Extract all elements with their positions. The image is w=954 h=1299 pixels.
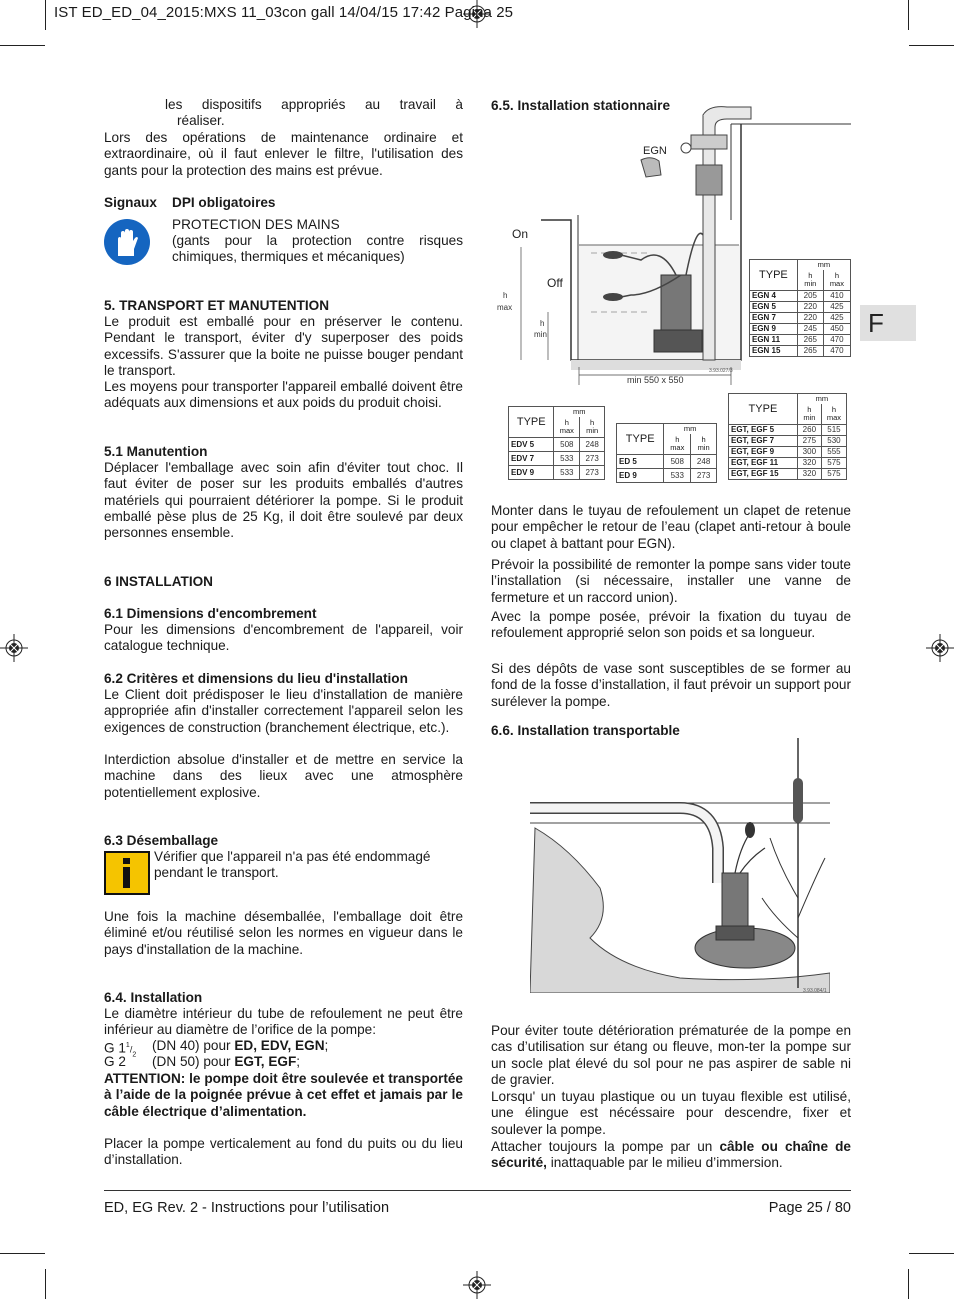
thread-g1: G 1	[104, 1040, 126, 1056]
table-row	[729, 447, 847, 458]
model-name: EGN 9	[750, 324, 798, 335]
table-row	[729, 458, 847, 469]
min-label: min	[697, 443, 710, 453]
section-6-5-paragraph-1: Monter dans le tuyau de refoulement un clapet de retenue pour empêcher le retour de l’eau (clapet anti-retour à boule ou clapet à battant pour EGN).	[491, 503, 851, 551]
section-6-5-heading: 6.5. Installation stationnaire	[491, 98, 671, 113]
footer-left: ED, EG Rev. 2 - Instructions pour l’utilisation	[104, 1200, 390, 1216]
table-row	[750, 313, 851, 324]
max-label: max	[559, 426, 574, 436]
type-header: TYPE	[509, 407, 554, 438]
thread-g1-dn: (DN 40) pour	[152, 1038, 235, 1053]
table-row	[750, 302, 851, 313]
h-max-value: 533	[554, 452, 580, 466]
model-name: EGT, EGF 11	[729, 458, 798, 469]
egn-dimension-table	[749, 259, 851, 357]
transportable-installation-diagram	[530, 738, 830, 993]
footer-rule	[104, 1190, 851, 1191]
h-min-value: 220	[797, 302, 823, 313]
model-name: EDV 5	[509, 438, 554, 452]
table-row	[509, 466, 605, 480]
dpi-label: DPI obligatoires	[172, 195, 276, 210]
type-header: TYPE	[617, 424, 664, 455]
model-name: EDV 9	[509, 466, 554, 480]
model-name: EGN 7	[750, 313, 798, 324]
mm-header: mm	[797, 260, 850, 271]
max-label: max	[829, 279, 844, 289]
h-min-header	[797, 270, 823, 290]
h-label: h	[831, 405, 837, 415]
min-label: min	[586, 426, 599, 436]
table-row	[617, 455, 717, 469]
signals-label: Signaux	[104, 195, 157, 210]
language-tab	[860, 305, 916, 341]
maintenance-paragraph: Lors des opérations de maintenance ordinaire et extraordinaire, où il faut enlever le filtre, l'utilisation des gants pour la protection des mains est prévue.	[104, 130, 463, 178]
h-max-value: 410	[823, 291, 850, 302]
h-label: h	[808, 271, 813, 281]
section-6-1-heading: 6.1 Dimensions d'encombrement	[104, 606, 317, 621]
h-min-value: 220	[797, 313, 823, 324]
section-6-6-paragraph-3	[491, 1139, 851, 1172]
h-label: h	[590, 418, 595, 428]
section-6-5-paragraph-3: Avec la pompe posée, prévoir la fixation du tuyau de refoulement approprié selon son poids et sa longueur.	[491, 609, 851, 641]
section-6-1-paragraph: Pour les dimensions d'encombrement de l'appareil, voir catalogue technique.	[104, 622, 463, 654]
section-5-paragraph: Le produit est emballé pour en préserver le contenu. Pendant le transport, éviter d'y superposer des poids excessifs. S'assurer que la boite ne puisse bouger pendant le transport.	[104, 314, 463, 378]
registration-mark-icon	[463, 1271, 491, 1299]
crop-mark	[909, 45, 954, 46]
attention-warning: ATTENTION: le pompe doit être soulevée et transportée à l’aide de la poignée prévue à cet effet et jamais par le câble électrique d’alimentation.	[104, 1071, 463, 1119]
crop-mark	[909, 1253, 954, 1254]
h-min-value: 273	[691, 469, 717, 483]
edv-dimension-table	[508, 406, 605, 480]
section-5-heading: 5. TRANSPORT ET MANUTENTION	[104, 298, 330, 313]
safety-text: Attacher toujours la pompe par un	[491, 1139, 720, 1154]
protection-description: (gants pour la protection contre risques chimiques, thermiques et mécaniques)	[172, 233, 463, 265]
h-max-value: 450	[823, 324, 850, 335]
thread-g2-dn: (DN 50) pour	[152, 1054, 235, 1069]
h-min-value: 275	[797, 436, 821, 447]
h-min-header	[797, 404, 821, 424]
egn-label: EGN	[643, 145, 667, 157]
thread-g1-line: G $1^1/_2$ (DN 40) pour ED, EDV, EGN;	[104, 1038, 329, 1059]
h-max-value: 533	[664, 469, 691, 483]
h-max-value: 515	[821, 425, 846, 436]
max-label: max	[670, 443, 685, 453]
intro-line-2: réaliser.	[177, 113, 225, 128]
section-5-1-heading: 5.1 Manutention	[104, 444, 208, 459]
crop-mark	[0, 1253, 45, 1254]
semicolon: ;	[324, 1038, 329, 1053]
table-row	[750, 291, 851, 302]
model-name: EDV 7	[509, 452, 554, 466]
crop-mark	[45, 1269, 46, 1299]
table-row	[750, 346, 851, 357]
safety-text-end: inattaquable par le milieu d’immersion.	[546, 1155, 783, 1171]
h-label: h	[834, 271, 839, 281]
h-min-value: 248	[580, 438, 605, 452]
section-6-2-heading: 6.2 Critères et dimensions du lieu d'installation	[104, 671, 408, 686]
h-max-header	[664, 434, 691, 454]
section-6-3-paragraph: Vérifier que l'appareil n'a pas été endommagé pendant le transport.	[154, 849, 431, 881]
h-label: h	[701, 435, 706, 445]
model-name: EGN 4	[750, 291, 798, 302]
h-max-value: 470	[823, 335, 850, 346]
section-6-3-heading: 6.3 Désemballage	[104, 833, 219, 848]
footer-page-number: Page 25 / 80	[768, 1200, 851, 1216]
h-max-value: 575	[821, 469, 846, 480]
h-max-value: 508	[664, 455, 691, 469]
max-label: max	[826, 413, 842, 423]
h-min-value: 300	[797, 447, 821, 458]
h-max-value: 533	[554, 466, 580, 480]
section-5-1-paragraph: Déplacer l'emballage avec soin afin d'éviter tout choc. Il faut éviter de poser sur les produits emballés d'autres matériels qui pourraient détériorer la pompe. Si le produit emballé pèse plus de 25 Kg, il doit être soulevé par deux personnes ensemble.	[104, 460, 463, 541]
section-6-5-paragraph-2: Prévoir la possibilité de remonter la pompe sans vider toute l’installation (si nécessaire, installer une vanne de fermeture et un raccord union).	[491, 557, 851, 605]
model-name: EGT, EGF 5	[729, 425, 798, 436]
semicolon: ;	[296, 1054, 301, 1069]
crop-mark	[0, 45, 45, 46]
table-row	[509, 438, 605, 452]
h-max-header	[823, 270, 850, 290]
section-6-3-paragraph-2: Une fois la machine désemballée, l'emballage doit être éliminé et/ou réutilisé selon les normes en vigueur dans le pays d'installation de la machine.	[104, 909, 463, 957]
hmax-max: max	[497, 303, 513, 312]
section-6-4-paragraph-2: Placer la pompe verticalement au fond du puits ou du lieu d’installation.	[104, 1136, 463, 1168]
mm-header: mm	[797, 394, 846, 405]
intro-line-1: les dispositifs appropriés au travail à	[165, 97, 463, 112]
info-icon	[104, 851, 150, 895]
table-row	[729, 436, 847, 447]
h-max-value: 425	[823, 313, 850, 324]
print-slug: IST ED_ED_04_2015:MXS 11_03con gall 14/04/15 17:42 Pagina 25	[54, 4, 514, 21]
h-min-value: 320	[797, 458, 821, 469]
crop-mark	[45, 0, 46, 30]
language-tab-label: F	[868, 308, 884, 338]
section-6-2-paragraph: Le Client doit prédisposer le lieu d'installation de manière appropriée afin d'installer correctement l'appareil selon les exigences de construction (branchement électrique, etc.).	[104, 687, 463, 735]
table-row	[729, 425, 847, 436]
mm-header: mm	[664, 424, 717, 435]
table-row	[750, 335, 851, 346]
h-max-value: 530	[821, 436, 846, 447]
thread-g2-models: EGT, EGF	[234, 1054, 297, 1069]
h-min-value: 265	[797, 335, 823, 346]
protection-title: PROTECTION DES MAINS	[172, 217, 340, 232]
table-row	[509, 452, 605, 466]
registration-mark-icon	[0, 634, 28, 662]
model-name: EGN 11	[750, 335, 798, 346]
mm-header: mm	[554, 407, 605, 418]
model-name: EGN 5	[750, 302, 798, 313]
model-name: EGT, EGF 9	[729, 447, 798, 458]
figure-code: 3.93.027/3	[709, 368, 733, 374]
fraction-denominator: 2	[132, 1051, 137, 1059]
h-max-header	[821, 404, 846, 424]
h-min-value: 245	[797, 324, 823, 335]
h-min-value: 248	[691, 455, 717, 469]
type-header: TYPE	[750, 260, 798, 291]
h-min-header	[691, 434, 717, 454]
ed-dimension-table	[616, 423, 717, 483]
h-min-value: 205	[797, 291, 823, 302]
section-6-5-paragraph-4: Si des dépôts de vase sont susceptibles de se former au fond de la fosse d’installation, il faut prévoir un support pour surélever la pompe.	[491, 661, 851, 709]
registration-mark-icon	[926, 634, 954, 662]
table-row	[750, 324, 851, 335]
h-max-value: 575	[821, 458, 846, 469]
hmin-min: min	[534, 330, 547, 339]
h-min-value: 320	[797, 469, 821, 480]
h-max-value: 555	[821, 447, 846, 458]
model-name: EGN 15	[750, 346, 798, 357]
h-max-value: 470	[823, 346, 850, 357]
type-header: TYPE	[729, 394, 798, 425]
safety-cable-text: câble ou chaîne de sécurité,	[491, 1139, 851, 1171]
section-6-4-heading: 6.4. Installation	[104, 990, 203, 1005]
model-name: ED 9	[617, 469, 664, 483]
figure-code: 3.93.084/1	[803, 988, 827, 994]
thread-g2: G 2	[104, 1054, 126, 1069]
section-6-heading: 6 INSTALLATION	[104, 574, 213, 589]
min-dimension-label: min 550 x 550	[627, 375, 684, 385]
h-min-value: 265	[797, 346, 823, 357]
fraction-numerator: 1	[125, 1042, 130, 1049]
min-label: min	[803, 413, 816, 423]
section-6-2-paragraph-2: Interdiction absolue d'installer et de mettre en service la machine dans des lieux avec une atmosphère potentiellement explosive.	[104, 752, 463, 800]
model-name: EGT, EGF 15	[729, 469, 798, 480]
h-label: h	[675, 435, 680, 445]
crop-mark	[908, 1269, 909, 1299]
h-min-value: 260	[797, 425, 821, 436]
protective-gloves-icon	[104, 219, 150, 265]
off-label: Off	[547, 276, 563, 290]
h-min-header	[580, 417, 605, 437]
model-name: EGT, EGF 7	[729, 436, 798, 447]
egt-egf-dimension-table	[728, 393, 847, 480]
thread-g2-line	[104, 1054, 463, 1070]
section-6-6-paragraph-1: Pour éviter toute détérioration prématurée de la pompe en cas d’utilisation sur étang ou fleuve, mon-ter la pompe sur un socle plat élevé du sol pour ne pas aspirer de sable ni de gravier.	[491, 1023, 851, 1087]
hmax-h: h	[503, 291, 508, 300]
h-label: h	[564, 418, 569, 428]
h-max-value: 508	[554, 438, 580, 452]
min-label: min	[804, 279, 817, 289]
model-name: ED 5	[617, 455, 664, 469]
crop-mark	[908, 0, 909, 30]
table-row	[729, 469, 847, 480]
h-max-value: 425	[823, 302, 850, 313]
h-min-value: 273	[580, 452, 605, 466]
thread-g1-models: ED, EDV, EGN	[234, 1038, 325, 1053]
on-label: On	[512, 227, 529, 241]
h-max-header	[554, 417, 580, 437]
section-5-paragraph-2: Les moyens pour transporter l'appareil emballé doivent être adéquats aux dimensions et aux poids du produit choisi.	[104, 379, 463, 411]
table-row	[617, 469, 717, 483]
section-6-6-paragraph-2: Lorsqu' un tuyau plastique ou un tuyau flexible est utilisé, une élingue est nécéssaire pour descendre, fixer et soulever la pompe.	[491, 1089, 851, 1137]
hmin-h: h	[540, 319, 545, 328]
section-6-4-paragraph: Le diamètre intérieur du tube de refoulement ne peut être inférieur au diamètre de l’orifice de la pompe:	[104, 1006, 463, 1038]
section-6-6-heading: 6.6. Installation transportable	[491, 723, 680, 738]
h-label: h	[807, 405, 812, 415]
h-min-value: 273	[580, 466, 605, 480]
